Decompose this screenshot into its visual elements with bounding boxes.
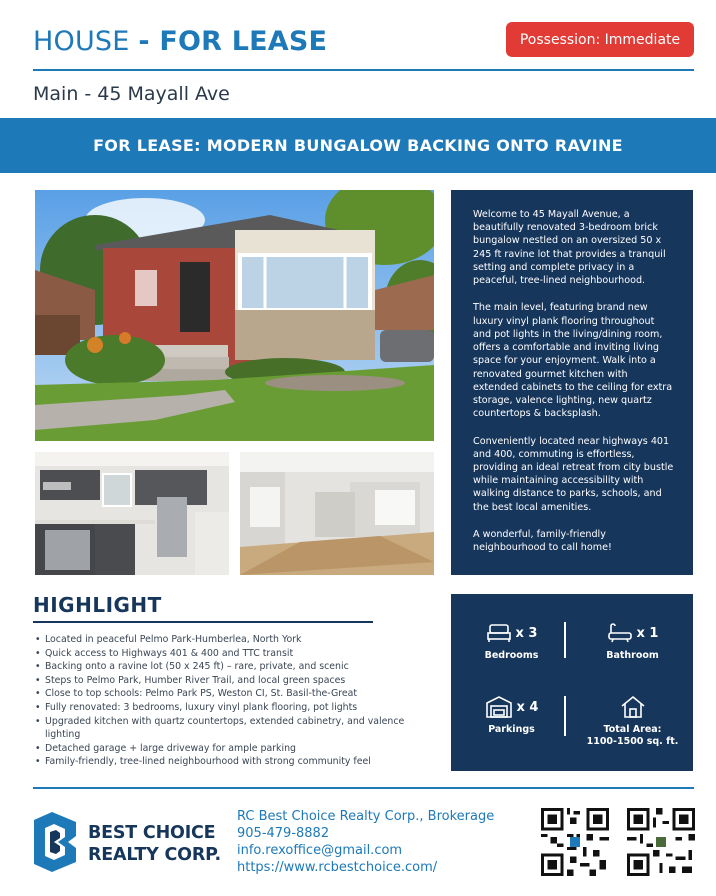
living-room-photo bbox=[240, 452, 434, 575]
title-bold: - FOR LEASE bbox=[138, 26, 328, 57]
footer-divider bbox=[33, 787, 694, 789]
bed-icon bbox=[486, 622, 512, 644]
description-paragraph: The main level, featuring brand new luxury vinyl plank flooring throughout and pot lights in the living/dining room, offers a comfortable and inviting living space for your enjoyment. Walk into a renovated gourmet kitchen with extended cabinets to the ceiling for extra storage, valence lighting, new quartz countertops & backsplash. bbox=[473, 302, 673, 420]
qr-code-icon[interactable] bbox=[541, 808, 609, 880]
area-label bbox=[572, 724, 693, 748]
lease-banner: FOR LEASE: MODERN BUNGALOW BACKING ONTO RAVINE bbox=[0, 118, 716, 173]
title-plain: HOUSE bbox=[33, 26, 130, 57]
stat-bathroom bbox=[572, 620, 693, 662]
property-stats bbox=[451, 594, 693, 771]
company-logo-icon bbox=[32, 812, 78, 876]
description-paragraph: Conveniently located near highways 401 and 400, commuting is effortless, providing an ideal retreat from city bustle while maintaining accessibility with walking distance to parks, schools, and the best local amenities. bbox=[473, 435, 674, 513]
highlight-item: • Family-friendly, tree-lined neighbourhood with strong community feel bbox=[33, 755, 433, 769]
area-title: Total Area: bbox=[603, 724, 662, 735]
property-description bbox=[451, 190, 693, 575]
stats-divider bbox=[564, 622, 566, 658]
kitchen-photo bbox=[35, 452, 229, 575]
page-title bbox=[33, 26, 327, 57]
property-address: Main - 45 Mayall Ave bbox=[33, 83, 230, 105]
highlight-item: • Close to top schools: Pelmo Park PS, Weston CI, St. Basil-the-Great bbox=[33, 687, 433, 701]
parkings-count: x 4 bbox=[516, 699, 539, 715]
highlight-item: • Steps to Pelmo Park, Humber River Trail, and local green spaces bbox=[33, 674, 433, 688]
stats-divider bbox=[564, 696, 566, 736]
bathroom-label: Bathroom bbox=[606, 650, 659, 661]
contact-info bbox=[237, 808, 494, 876]
highlight-item: • Upgraded kitchen with quartz countertops, extended cabinetry, and valence lighting bbox=[33, 715, 433, 742]
area-value: 1100-1500 sq. ft. bbox=[586, 735, 679, 747]
bathroom-count: x 1 bbox=[636, 625, 659, 641]
brokerage-name: RC Best Choice Realty Corp., Brokerage bbox=[237, 809, 495, 824]
parkings-label: Parkings bbox=[488, 724, 535, 735]
highlight-divider bbox=[33, 621, 373, 623]
highlight-item: • Located in peaceful Pelmo Park-Humberlea, North York bbox=[33, 633, 433, 647]
bathtub-icon bbox=[607, 622, 633, 644]
house-exterior-photo bbox=[35, 190, 434, 441]
bedrooms-label: Bedrooms bbox=[484, 650, 539, 661]
description-paragraph: A wonderful, family-friendly neighbourhood to call home! bbox=[473, 528, 612, 554]
stat-parkings bbox=[451, 694, 572, 736]
possession-badge: Possession: Immediate bbox=[506, 22, 694, 57]
header-divider bbox=[33, 69, 694, 71]
qr-code-icon[interactable] bbox=[627, 808, 695, 880]
highlight-item: • Quick access to Highways 401 & 400 and TTC transit bbox=[33, 647, 433, 661]
phone-number[interactable]: 905-479-8882 bbox=[237, 826, 330, 841]
logo-line-1: BEST CHOICE bbox=[88, 823, 216, 843]
highlight-item: • Fully renovated: 3 bedrooms, luxury vinyl plank flooring, pot lights bbox=[33, 701, 433, 715]
company-logo-text bbox=[88, 822, 221, 866]
highlight-title: HIGHLIGHT bbox=[33, 593, 162, 617]
email-link[interactable]: info.rexoffice@gmail.com bbox=[237, 843, 403, 858]
highlight-list bbox=[33, 633, 433, 769]
house-icon bbox=[620, 695, 646, 719]
stat-total-area bbox=[572, 694, 693, 748]
description-paragraph: Welcome to 45 Mayall Avenue, a beautifully renovated 3-bedroom brick bungalow nestled on an oversized 50 x 245 ft ravine lot that provides a tranquil setting and complete privacy in a peaceful, tree-lined neighbourhood. bbox=[473, 209, 666, 287]
stat-bedrooms bbox=[451, 620, 572, 662]
garage-icon bbox=[485, 695, 513, 719]
highlight-item: • Detached garage + large driveway for ample parking bbox=[33, 742, 433, 756]
website-link[interactable]: https://www.rcbestchoice.com/ bbox=[237, 860, 438, 875]
bedrooms-count: x 3 bbox=[515, 625, 538, 641]
highlight-item: • Backing onto a ravine lot (50 x 245 ft) – rare, private, and scenic bbox=[33, 660, 433, 674]
logo-line-2: REALTY CORP. bbox=[88, 845, 221, 865]
